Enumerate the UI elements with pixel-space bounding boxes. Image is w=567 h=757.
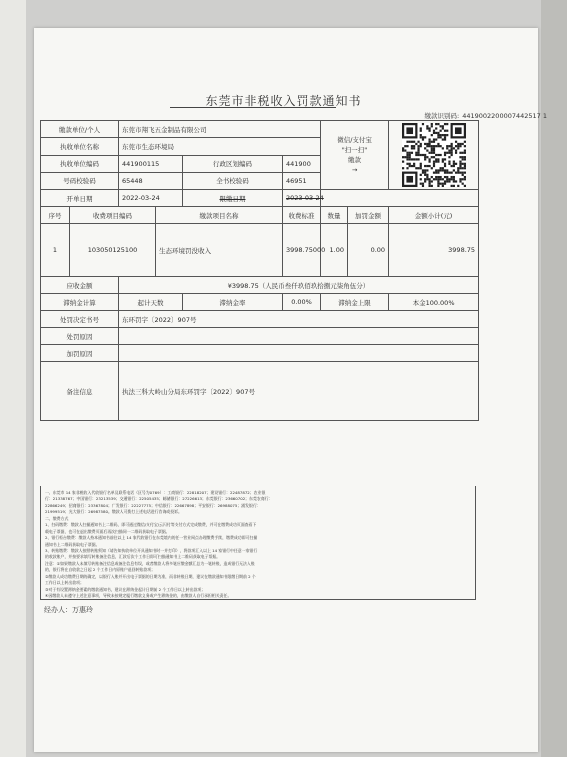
table-row	[41, 224, 479, 277]
handler-label: 经办人：	[44, 606, 72, 614]
decision-label: 处罚决定书号	[41, 311, 119, 328]
total-label: 应收金额	[41, 277, 119, 294]
deadline-value: 2023-03-24	[283, 190, 321, 207]
pay-method-text	[321, 121, 389, 190]
notes-line: 21999519；光大银行：26987580。缴款人可拨打上述电话进行咨询或投诉。	[45, 509, 182, 515]
agency-label: 执收单位名称	[41, 138, 119, 155]
late-fee-label: 滞纳金计算	[41, 294, 119, 311]
item-subtotal: 3998.75	[389, 224, 479, 277]
notes-line: 一、东莞市 14 家非税收入代收银行名单及联系电话（区号为0769）：工商银行：22818207；建设银行：22487872；农业银	[45, 490, 266, 495]
notice-number-label: 缴款识别码:	[424, 112, 460, 120]
region-code-value: 441900	[283, 155, 321, 172]
payment-notes	[40, 486, 476, 600]
items-header-code: 收费项目编码	[70, 207, 156, 224]
payer-label: 缴款单位/个人	[41, 121, 119, 138]
reason-value	[119, 328, 479, 345]
blank-cell	[321, 190, 479, 207]
item-code: 103050125100	[70, 224, 156, 277]
late-fee-cap: 本金100.00%	[389, 294, 479, 311]
notes-line: 载电子票据，也可在退出缴费页面后再次扫描同一二维码获取电子票据。	[45, 528, 170, 534]
notes-line: 二、缴费方式	[45, 515, 69, 521]
full-check-label: 全书校验码	[183, 172, 283, 189]
deadline-label: 限缴日期	[183, 190, 283, 207]
region-code-label: 行政区划编码	[183, 155, 283, 172]
title-underline	[170, 107, 336, 108]
notice-number-value: 4419002200007442517 1	[462, 112, 547, 120]
check-code-label: 号码校验码	[41, 172, 119, 189]
extra-reason-value	[119, 345, 479, 362]
notes-line: ③对于有设置滞纳金要素的缴款通知书，建议在滞纳金起计日期前 2 个工作日以上转出款项；	[45, 586, 206, 592]
qr-code-cell[interactable]	[389, 121, 479, 190]
notes-line: 的，银行将在自收款之日起 2 个工作日内原账户退回转账款项；	[45, 567, 155, 573]
agency-code-label: 执收单位编码	[41, 155, 119, 172]
notes-line: 行：21338767；中国银行：23213539；交通银行：22505435；邮储银行：27226613；东莞银行：23660702；东莞农商行：	[45, 496, 273, 502]
remark-value: 执法三科大岭山分局东环罚字〔2022〕907号	[119, 362, 479, 421]
items-header-standard: 收费标准	[283, 207, 321, 224]
pay-method-label: 微信/支付宝 "扫一扫" 缴款 →	[337, 136, 372, 174]
check-code-value: 65448	[119, 172, 183, 189]
handler-value: 万惠玲	[72, 606, 93, 614]
notes-line: 3、转账缴费：缴款人按照转账须知（请告知执收单位开具通知书时一并打印），将款项汇入以上 14 家银行中任意一家银行	[45, 547, 258, 553]
extra-reason-label: 加罚原因	[41, 345, 119, 362]
notes-line: 22866249；招商银行：23367804；广发银行：22227775；中信银行：22667898；平安银行：26988075；浦发银行：	[45, 502, 261, 508]
notes-line: 2、银行柜台缴费：缴款人持本通知书前往以上 14 家代收银行在东莞境内的任一营业网点办理缴费手续，缴费成功即可扫描	[45, 535, 258, 541]
notes-line: 的收款账户，并按要求填写转账备注信息，汇款后次个工作日即可扫描通知书上二维码获取电子票据。	[45, 554, 221, 560]
notes-line: ②缴款人成功缴费日期的确定，以银行入账并开出电子票据的日期为准，而非转账日期，建议在缴款通知书限缴日期前 2 个	[45, 573, 256, 579]
agency-code-value: 441900115	[119, 155, 183, 172]
notes-line: 工作日以上转出款项；	[45, 580, 84, 586]
late-fee-rate: 0.00%	[283, 294, 321, 311]
document-title: 东莞市非税收入罚款通知书	[205, 94, 362, 108]
item-qty: 1.00	[321, 224, 348, 277]
notes-line: 注意：①如果缴款人未填写转账备注信息或备注信息有误，或者缴款人将多笔应缴金额汇总为一笔转账，造成银行无法入账	[45, 560, 255, 566]
items-header-subtotal: 金额小计(元)	[389, 207, 479, 224]
items-header-name: 缴款项目名称	[156, 207, 283, 224]
item-no: 1	[41, 224, 70, 277]
items-header-no: 序号	[41, 207, 70, 224]
payer-value: 东莞市翔飞五金制品有限公司	[119, 121, 321, 138]
item-extra: 0.00	[348, 224, 389, 277]
background-left	[0, 0, 26, 757]
full-check-value: 46951	[283, 172, 321, 189]
notes-line: ④因缴款人未遵守上述注意事项，导致未按规定履行缴款义务或产生滞纳金的，由缴款人自行承担相关责任。	[45, 593, 232, 598]
remark-label: 备注信息	[41, 362, 119, 421]
handler	[44, 605, 93, 615]
qr-code-icon[interactable]	[402, 123, 466, 187]
notice-number	[422, 111, 547, 120]
item-name: 生态环境罚没收入	[156, 224, 283, 277]
agency-value: 东莞市生态环境局	[119, 138, 321, 155]
late-fee-cap-label: 滞纳金上限	[321, 294, 389, 311]
issue-date-label: 开单日期	[41, 190, 119, 207]
items-header-qty: 数量	[321, 207, 348, 224]
payment-table	[40, 120, 479, 421]
item-standard: 3998.75000	[283, 224, 321, 277]
reason-label: 处罚原因	[41, 328, 119, 345]
notes-line: 1、扫码缴费：缴款人扫描通知书上二维码，即可通过微信/支付宝/云闪付等支付方式完成缴费，并可在缴费成功页面查看下	[45, 522, 257, 528]
late-fee-rate-label: 滞纳金率	[183, 294, 283, 311]
items-header-extra: 加罚金额	[348, 207, 389, 224]
total-value: ¥3998.75（人民币叁仟玖佰玖拾捌元柒角伍分）	[119, 277, 479, 294]
decision-value: 东环罚字〔2022〕907号	[119, 311, 479, 328]
late-fee-start: 起计天数	[119, 294, 183, 311]
notes-line: 通知书上二维码获取电子票据。	[45, 541, 100, 547]
issue-date-value: 2022-03-24	[119, 190, 183, 207]
